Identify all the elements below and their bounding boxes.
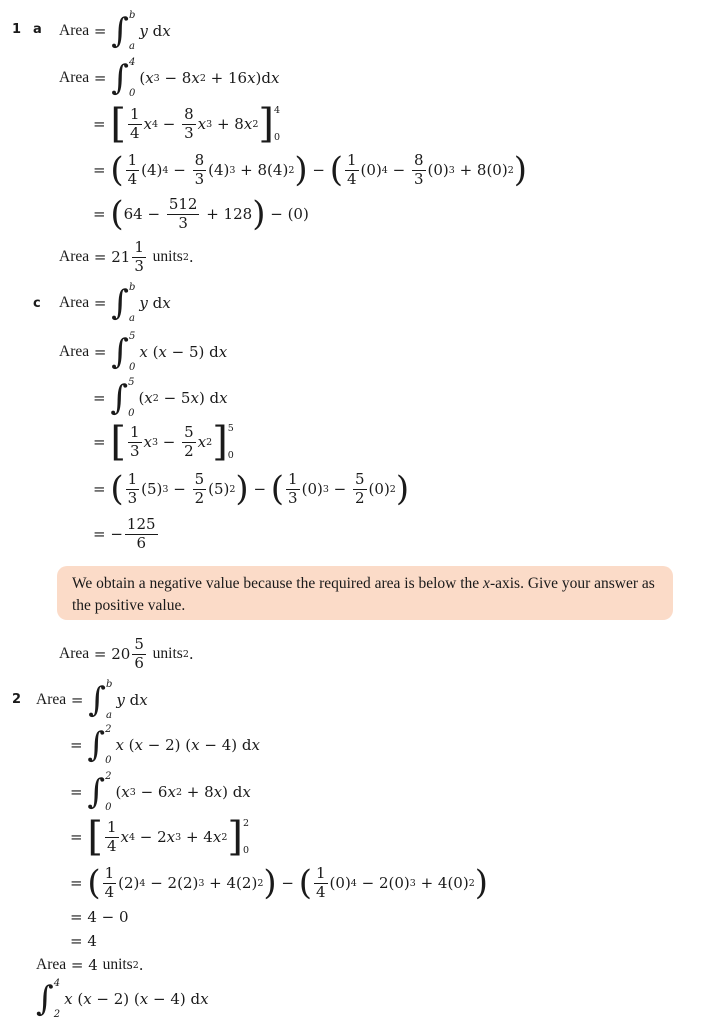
answer-line: Area = 21 $\frac{1}{3}$ units 2 . <box>59 238 194 275</box>
callout-text-before: We obtain a negative value because the required area is below the <box>72 575 480 592</box>
math-line: Area = ∫ 5 0 x ( x − 5) d x <box>59 331 228 373</box>
math-line: = [ $\frac{1}{4}$ x 4 − 2 x 3 + 4 x 2 ] 2 0 <box>70 814 250 860</box>
math-line: = 4 − 0 <box>70 908 129 926</box>
math-line: Area = ∫ b a y d x <box>36 679 148 721</box>
area-word: Area <box>59 69 90 86</box>
question-number: 2 <box>12 692 22 707</box>
callout-var: x <box>483 575 490 592</box>
callout-text-after: -axis. Give your answer as the positive value. <box>72 575 655 614</box>
answer-whole: 20 <box>111 645 131 664</box>
answer-value: 4 <box>88 956 98 974</box>
part-label: c <box>33 296 41 311</box>
math-line: = ( $\frac{1}{4}$ (4) 4 − $\frac{8}{3}$ (4) 3 + 8(4) 2 ) − ( $\frac{1}{4}$ (0) 4 − $\frac{8}{3}$ (0) 3 + 8(0) 2 ) <box>93 150 528 191</box>
math-line: = ∫ 5 0 ( x 2 − 5 x ) d x <box>93 377 228 419</box>
part-label: a <box>33 22 42 37</box>
math-line: = 4 <box>70 932 97 950</box>
math-line: = ∫ 2 0 ( x 3 − 6 x 2 + 8 x ) d x <box>70 771 251 813</box>
math-line: = ( $\frac{1}{3}$ (5) 3 − $\frac{5}{2}$ (5) 2 ) − ( $\frac{1}{3}$ (0) 3 − $\frac{5}{2}$ (0) 2 ) <box>93 469 410 510</box>
math-line: = ( 64 − $\frac{512}{3}$ + 128 ) − (0) <box>93 194 309 235</box>
math-line: = ∫ 2 0 x ( x − 2) ( x − 4) d x <box>70 724 260 766</box>
answer-whole: 21 <box>111 248 131 267</box>
area-word: Area <box>59 22 90 39</box>
question-number: 1 <box>12 22 22 37</box>
answer-line: Area = 20 $\frac{5}{6}$ units 2 . <box>59 635 194 672</box>
math-line: = [ $\frac{1}{4}$ x 4 − $\frac{8}{3}$ x 3 + 8 x 2 ] 4 0 <box>93 101 281 147</box>
math-line: Area = ∫ b a y d x <box>59 282 171 324</box>
math-line: = [ $\frac{1}{3}$ x 3 − $\frac{5}{2}$ x 2 ] 5 0 <box>93 419 234 465</box>
math-line: = − $\frac{125}{6}$ <box>93 515 156 552</box>
math-line: Area = ∫ 4 0 ( x 3 − 8 x 2 + 16 x )d x <box>59 57 280 99</box>
note-callout <box>57 566 673 620</box>
math-line: Area = ∫ b a y d x <box>59 10 171 52</box>
answer-line: Area = 4 units 2 . <box>36 956 144 974</box>
math-line: ∫ 4 2 x ( x − 2) ( x − 4) d x <box>36 978 209 1020</box>
math-line: = ( $\frac{1}{4}$ (2) 4 − 2(2) 3 + 4(2) 2 ) − ( $\frac{1}{4}$ (0) 4 − 2(0) 3 + 4(0) 2 ) <box>70 863 489 904</box>
